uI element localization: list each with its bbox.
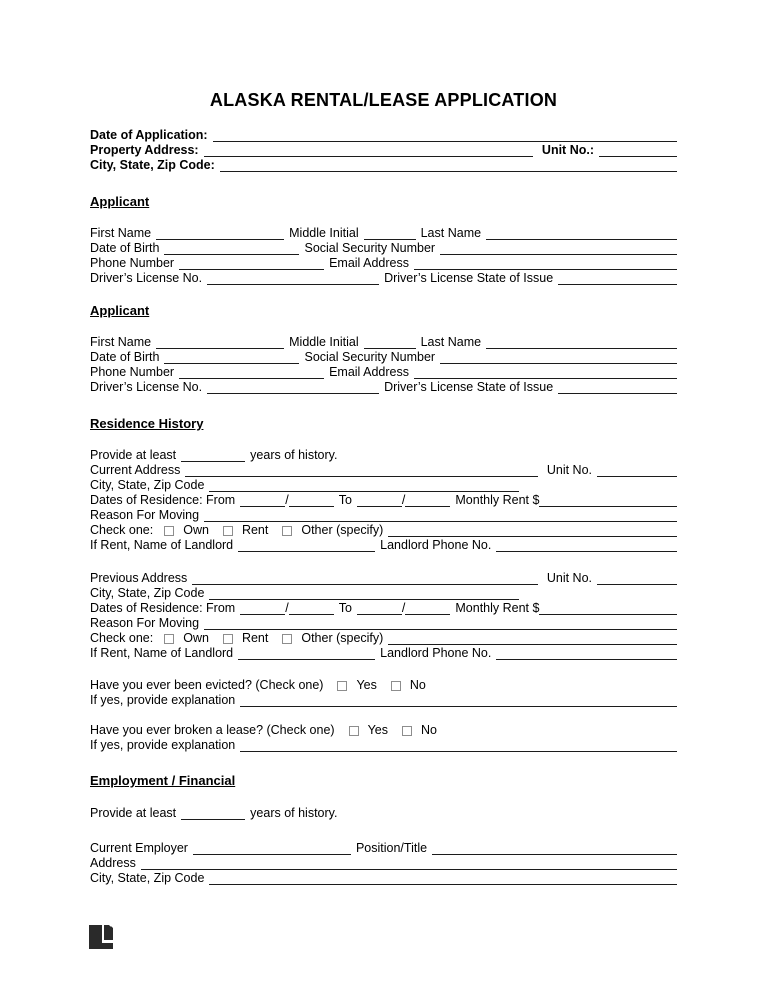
date-of-birth-label: Date of Birth [90,241,160,255]
years-of-history-label: years of history. [250,806,338,820]
own-label: Own [183,631,209,645]
drivers-license-state-label: Driver’s License State of Issue [384,271,554,285]
current-from-month-field[interactable] [240,494,285,507]
unit-no-label: Unit No. [546,463,592,477]
applicant2-phone-row [90,365,677,380]
previous-landlord-name-field[interactable] [238,647,375,660]
residence-provide-row [90,448,677,463]
applicant2-phone-field[interactable] [179,366,324,379]
applicant1-middle-initial-field[interactable] [364,227,416,240]
evicted-question-row [90,678,677,693]
evicted-question-label: Have you ever been evicted? (Check one) [90,678,324,692]
applicant2-first-name-field[interactable] [156,336,284,349]
applicant1-dob-field[interactable] [164,242,299,255]
current-to-year-field[interactable] [405,494,450,507]
current-landlord-phone-field[interactable] [496,539,677,552]
date-of-application-field[interactable] [213,129,677,142]
applicant1-email-field[interactable] [414,257,677,270]
applicant1-phone-field[interactable] [179,257,324,270]
if-yes-explanation-label: If yes, provide explanation [90,693,236,707]
previous-address-label: Previous Address [90,571,188,585]
applicant2-middle-initial-field[interactable] [364,336,416,349]
applicant2-license-no-field[interactable] [207,381,379,394]
applicant1-phone-row [90,256,677,271]
current-reason-field[interactable] [204,509,677,522]
applicant1-first-name-field[interactable] [156,227,284,240]
middle-initial-label: Middle Initial [289,226,359,240]
city-state-zip-row [90,158,677,173]
years-of-history-label: years of history. [250,448,338,462]
previous-unit-no-field[interactable] [597,572,677,585]
to-label: To [338,493,352,507]
previous-landlord-phone-field[interactable] [496,647,677,660]
last-name-label: Last Name [420,226,482,240]
drivers-license-no-label: Driver’s License No. [90,271,203,285]
previous-dates-row [90,601,677,616]
broken-lease-question-row [90,723,677,738]
position-title-label: Position/Title [355,841,428,855]
applicant2-name-row [90,335,677,350]
previous-city-row [90,586,677,601]
legal-templates-logo [88,924,114,950]
dates-of-residence-label: Dates of Residence: From [90,493,236,507]
evicted-yes-checkbox[interactable] [337,681,347,691]
applicant2-dob-row [90,350,677,365]
current-rent-checkbox[interactable] [223,526,233,536]
applicant2-heading: Applicant [90,303,150,318]
position-title-field[interactable] [432,842,677,855]
applicant1-heading-row [90,194,677,209]
monthly-rent-label: Monthly Rent $ [455,601,540,615]
no-label: No [421,723,437,737]
broken-lease-question-label: Have you ever broken a lease? (Check one) [90,723,335,737]
current-employer-label: Current Employer [90,841,188,855]
previous-to-year-field[interactable] [405,602,450,615]
property-address-field[interactable] [204,144,533,157]
slash-separator: / [401,493,406,507]
rent-label: Rent [241,631,269,645]
dates-of-residence-label: Dates of Residence: From [90,601,236,615]
current-unit-no-field[interactable] [597,464,677,477]
previous-rent-checkbox[interactable] [223,634,233,644]
email-address-label: Email Address [329,256,409,270]
drivers-license-state-label: Driver’s License State of Issue [384,380,554,394]
employer-address-field[interactable] [141,857,677,870]
current-reason-row [90,508,677,523]
applicant1-ssn-field[interactable] [440,242,677,255]
ssn-label: Social Security Number [304,350,436,364]
current-check-one-row [90,523,677,538]
rent-label: Rent [241,523,269,537]
applicant1-license-no-field[interactable] [207,272,379,285]
current-employer-row [90,841,677,856]
last-name-label: Last Name [420,335,482,349]
previous-reason-field[interactable] [204,617,677,630]
date-of-application-label: Date of Application: [90,128,208,142]
current-city-row [90,478,677,493]
provide-at-least-label: Provide at least [90,806,177,820]
employment-years-field[interactable] [181,807,245,820]
previous-from-year-field[interactable] [289,602,334,615]
phone-number-label: Phone Number [90,256,175,270]
applicant1-license-state-field[interactable] [558,272,677,285]
broken-lease-no-checkbox[interactable] [402,726,412,736]
slash-separator: / [285,601,289,615]
legal-templates-logo-icon [88,924,114,950]
employer-city-state-zip-field[interactable] [209,872,677,885]
middle-initial-label: Middle Initial [289,335,359,349]
date-of-application-row [90,128,677,143]
applicant1-last-name-field[interactable] [486,227,677,240]
residence-years-field[interactable] [181,449,245,462]
if-rent-landlord-label: If Rent, Name of Landlord [90,646,234,660]
evicted-explanation-field[interactable] [240,694,677,707]
applicant1-dob-row [90,241,677,256]
residence-history-heading: Residence History [90,416,204,431]
unit-no-field[interactable] [599,144,677,157]
current-to-month-field[interactable] [357,494,402,507]
broken-lease-explanation-field[interactable] [240,739,677,752]
applicant2-email-field[interactable] [414,366,677,379]
previous-address-field[interactable] [192,572,538,585]
date-of-birth-label: Date of Birth [90,350,160,364]
employment-heading-row [90,773,677,788]
first-name-label: First Name [90,335,152,349]
current-address-field[interactable] [185,464,538,477]
current-address-row [90,463,677,478]
current-employer-field[interactable] [193,842,351,855]
own-label: Own [183,523,209,537]
city-state-zip-label: City, State, Zip Code [90,586,205,600]
check-one-label: Check one: [90,631,154,645]
email-address-label: Email Address [329,365,409,379]
previous-other-checkbox[interactable] [282,634,292,644]
if-rent-landlord-label: If Rent, Name of Landlord [90,538,234,552]
previous-to-month-field[interactable] [357,602,402,615]
no-label: No [409,678,426,692]
applicant2-ssn-field[interactable] [440,351,677,364]
applicant2-heading-row [90,303,677,318]
applicant2-license-row [90,380,677,395]
provide-at-least-label: Provide at least [90,448,177,462]
evicted-explanation-row [90,693,677,708]
previous-address-row [90,571,677,586]
applicant1-license-row [90,271,677,286]
property-address-label: Property Address: [90,143,199,157]
evicted-no-checkbox[interactable] [391,681,401,691]
previous-check-one-row [90,631,677,646]
employer-city-row [90,871,677,886]
slash-separator: / [285,493,289,507]
drivers-license-no-label: Driver’s License No. [90,380,203,394]
previous-landlord-row [90,646,677,661]
employment-financial-heading: Employment / Financial [90,773,236,788]
yes-label: Yes [356,678,377,692]
broken-lease-explanation-row [90,738,677,753]
city-state-zip-label: City, State, Zip Code: [90,158,215,172]
previous-own-checkbox[interactable] [164,634,174,644]
unit-no-label: Unit No.: [541,143,594,157]
employment-provide-row [90,806,677,821]
property-address-row [90,143,677,158]
page-title: ALASKA RENTAL/LEASE APPLICATION [209,90,558,110]
phone-number-label: Phone Number [90,365,175,379]
previous-other-specify-field[interactable] [388,632,677,645]
current-other-checkbox[interactable] [282,526,292,536]
residence-heading-row [90,416,677,431]
previous-monthly-rent-field[interactable] [539,602,677,615]
current-landlord-name-field[interactable] [238,539,375,552]
employer-address-row [90,856,677,871]
ssn-label: Social Security Number [304,241,436,255]
applicant1-name-row [90,226,677,241]
to-label: To [338,601,352,615]
current-landlord-row [90,538,677,553]
applicant2-dob-field[interactable] [164,351,299,364]
landlord-phone-label: Landlord Phone No. [380,538,492,552]
unit-no-label: Unit No. [546,571,592,585]
previous-reason-row [90,616,677,631]
current-other-specify-field[interactable] [388,524,677,537]
city-state-zip-label: City, State, Zip Code [90,871,205,885]
monthly-rent-label: Monthly Rent $ [455,493,540,507]
current-own-checkbox[interactable] [164,526,174,536]
previous-city-state-zip-field[interactable] [209,587,519,600]
current-city-state-zip-field[interactable] [209,479,519,492]
slash-separator: / [401,601,406,615]
other-specify-label: Other (specify) [301,523,384,537]
city-state-zip-field[interactable] [220,159,677,172]
applicant1-heading: Applicant [90,194,150,209]
applicant2-last-name-field[interactable] [486,336,677,349]
current-monthly-rent-field[interactable] [539,494,677,507]
current-dates-row [90,493,677,508]
city-state-zip-label: City, State, Zip Code [90,478,205,492]
previous-from-month-field[interactable] [240,602,285,615]
applicant2-license-state-field[interactable] [558,381,677,394]
current-address-label: Current Address [90,463,181,477]
reason-for-moving-label: Reason For Moving [90,616,200,630]
landlord-phone-label: Landlord Phone No. [380,646,492,660]
broken-lease-yes-checkbox[interactable] [349,726,359,736]
address-label: Address [90,856,136,870]
first-name-label: First Name [90,226,152,240]
yes-label: Yes [367,723,388,737]
other-specify-label: Other (specify) [301,631,384,645]
current-from-year-field[interactable] [289,494,334,507]
reason-for-moving-label: Reason For Moving [90,508,200,522]
check-one-label: Check one: [90,523,154,537]
if-yes-explanation-label: If yes, provide explanation [90,738,236,752]
